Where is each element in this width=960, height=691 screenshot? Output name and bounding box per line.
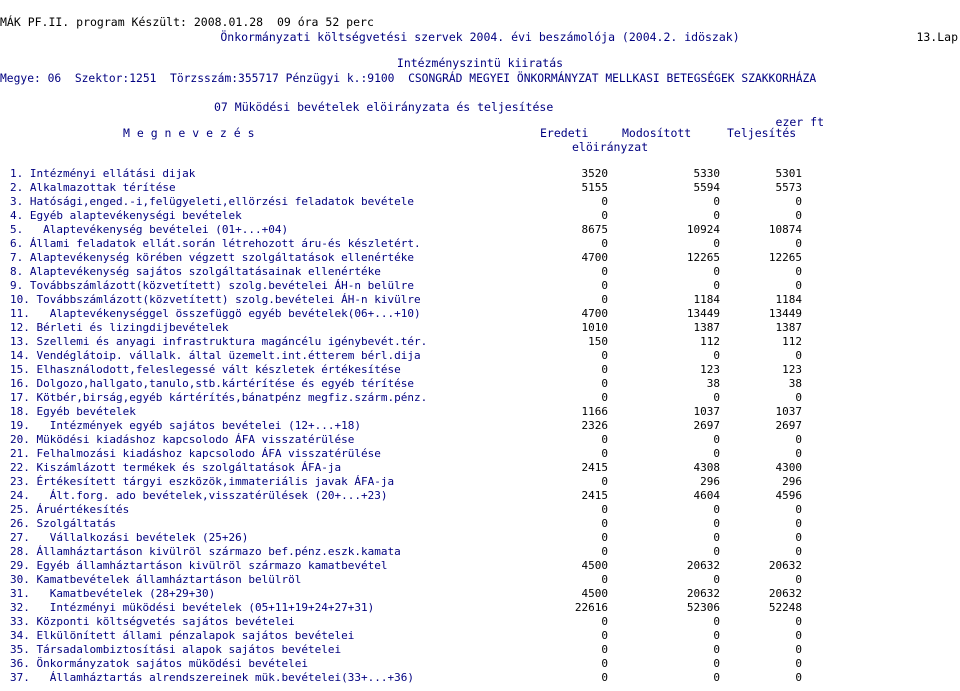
teljesites-value: 0 xyxy=(795,657,802,670)
eredeti-value: 0 xyxy=(601,363,608,376)
modositott-value: 0 xyxy=(713,643,720,656)
modositott-value: 0 xyxy=(713,657,720,670)
eredeti-value: 1166 xyxy=(581,405,608,418)
table-row xyxy=(0,363,960,377)
row-label: 13. Szellemi és anyagi infrastruktura magáncélu igénybevét.tér. xyxy=(10,335,428,348)
report-subtitle: Önkormányzati költségvetési szervek 2004. évi beszámolója (2004.2. idöszak) xyxy=(220,30,740,44)
row-label: 22. Kiszámlázott termékek és szolgáltatások ÁFA-ja xyxy=(10,461,342,474)
teljesites-value: 0 xyxy=(795,349,802,362)
teljesites-value: 1387 xyxy=(775,321,802,334)
row-label: 37. Államháztartás alrendszereinek mük.bevételei(33+...+36) xyxy=(10,671,414,684)
teljesites-value: 0 xyxy=(795,279,802,292)
table-row xyxy=(0,251,960,265)
row-label: 26. Szolgáltatás xyxy=(10,517,116,530)
row-label: 14. Vendéglátoip. vállalk. által üzemelt.int.étterem bérl.dija xyxy=(10,349,421,362)
teljesites-value: 0 xyxy=(795,391,802,404)
col-eredeti: Eredeti xyxy=(540,126,589,140)
row-label: 32. Intézményi müködési bevételek (05+11+19+24+27+31) xyxy=(10,601,375,614)
table-row xyxy=(0,405,960,419)
modositott-value: 20632 xyxy=(686,587,720,600)
table-row xyxy=(0,195,960,209)
row-label: 18. Egyéb bevételek xyxy=(10,405,136,418)
teljesites-value: 296 xyxy=(782,475,802,488)
page-number: 13.Lap xyxy=(916,30,958,44)
teljesites-value: 0 xyxy=(795,447,802,460)
modositott-value: 2697 xyxy=(693,419,720,432)
table-row xyxy=(0,349,960,363)
row-label: 17. Kötbér,birság,egyéb kártérítés,bánatpénz megfiz.szárm.pénz. xyxy=(10,391,428,404)
modositott-value: 0 xyxy=(713,531,720,544)
modositott-value: 4308 xyxy=(693,461,720,474)
table-row xyxy=(0,293,960,307)
row-label: 29. Egyéb államháztartáson kivülröl származo kamatbevétel xyxy=(10,559,388,572)
table-row xyxy=(0,545,960,559)
teljesites-value: 0 xyxy=(795,503,802,516)
modositott-value: 10924 xyxy=(686,223,720,236)
eredeti-value: 2415 xyxy=(581,489,608,502)
teljesites-value: 38 xyxy=(788,377,802,390)
table-row xyxy=(0,587,960,601)
eredeti-value: 0 xyxy=(601,475,608,488)
modositott-value: 296 xyxy=(700,475,720,488)
eredeti-value: 0 xyxy=(601,391,608,404)
eredeti-value: 0 xyxy=(601,517,608,530)
table-row xyxy=(0,419,960,433)
modositott-value: 123 xyxy=(700,363,720,376)
eredeti-value: 0 xyxy=(601,209,608,222)
table-row xyxy=(0,531,960,545)
eredeti-value: 4500 xyxy=(581,587,608,600)
modositott-value: 0 xyxy=(713,517,720,530)
teljesites-value: 0 xyxy=(795,573,802,586)
eredeti-value: 2415 xyxy=(581,461,608,474)
row-label: 5. Alaptevékenység bevételei (01+...+04) xyxy=(10,223,289,236)
teljesites-value: 0 xyxy=(795,629,802,642)
eredeti-value: 0 xyxy=(601,657,608,670)
table-row xyxy=(0,671,960,685)
eredeti-value: 4700 xyxy=(581,307,608,320)
table-row xyxy=(0,181,960,195)
row-label: 6. Állami feladatok ellát.során létrehozott áru-és készletért. xyxy=(10,237,421,250)
teljesites-value: 0 xyxy=(795,433,802,446)
modositott-value: 0 xyxy=(713,615,720,628)
row-label: 23. Értékesített tárgyi eszközök,immateriális javak ÁFA-ja xyxy=(10,475,395,488)
table-row xyxy=(0,559,960,573)
row-label: 10. Továbbszámlázott(közvetített) szolg.bevételei ÁH-n kivülre xyxy=(10,293,421,306)
eredeti-value: 0 xyxy=(601,573,608,586)
eredeti-value: 5155 xyxy=(581,181,608,194)
table-row xyxy=(0,643,960,657)
teljesites-value: 0 xyxy=(795,209,802,222)
modositott-value: 12265 xyxy=(686,251,720,264)
table-row xyxy=(0,307,960,321)
teljesites-value: 0 xyxy=(795,195,802,208)
modositott-value: 1037 xyxy=(693,405,720,418)
teljesites-value: 0 xyxy=(795,615,802,628)
modositott-value: 0 xyxy=(713,447,720,460)
modositott-value: 0 xyxy=(713,671,720,684)
table-row xyxy=(0,237,960,251)
teljesites-value: 112 xyxy=(782,335,802,348)
table-row xyxy=(0,447,960,461)
eredeti-value: 0 xyxy=(601,671,608,684)
modositott-value: 0 xyxy=(713,503,720,516)
teljesites-value: 0 xyxy=(795,265,802,278)
eredeti-value: 22616 xyxy=(574,601,608,614)
table-row xyxy=(0,167,960,181)
table-row xyxy=(0,517,960,531)
modositott-value: 0 xyxy=(713,629,720,642)
row-label: 20. Müködési kiadáshoz kapcsolodo ÁFA visszatérülése xyxy=(10,433,355,446)
teljesites-value: 0 xyxy=(795,531,802,544)
teljesites-value: 20632 xyxy=(768,587,802,600)
col-modositott: Modosított xyxy=(622,126,692,140)
eredeti-value: 0 xyxy=(601,377,608,390)
program-info: MÁK PF.II. program Készült: 2008.01.28 09 óra 52 perc xyxy=(0,15,374,29)
col-eloiranyzat: elöirányzat xyxy=(572,140,649,154)
teljesites-value: 12265 xyxy=(768,251,802,264)
teljesites-value: 123 xyxy=(782,363,802,376)
table-row xyxy=(0,573,960,587)
teljesites-value: 2697 xyxy=(775,419,802,432)
teljesites-value: 0 xyxy=(795,671,802,684)
modositott-value: 5594 xyxy=(693,181,720,194)
modositott-value: 0 xyxy=(713,545,720,558)
modositott-value: 20632 xyxy=(686,559,720,572)
modositott-value: 13449 xyxy=(686,307,720,320)
eredeti-value: 0 xyxy=(601,531,608,544)
row-label: 21. Felhalmozási kiadáshoz kapcsolodo ÁFA visszatérülése xyxy=(10,447,381,460)
teljesites-value: 0 xyxy=(795,643,802,656)
table-row xyxy=(0,377,960,391)
row-label: 15. Elhasználodott,feleslegessé vált készletek értékesítése xyxy=(10,363,401,376)
table-row xyxy=(0,335,960,349)
table-row xyxy=(0,615,960,629)
eredeti-value: 4700 xyxy=(581,251,608,264)
teljesites-value: 1184 xyxy=(775,293,802,306)
eredeti-value: 4500 xyxy=(581,559,608,572)
modositott-value: 0 xyxy=(713,433,720,446)
row-label: 25. Áruértékesítés xyxy=(10,503,130,516)
eredeti-value: 0 xyxy=(601,265,608,278)
modositott-value: 4604 xyxy=(693,489,720,502)
table-row xyxy=(0,321,960,335)
teljesites-value: 5573 xyxy=(775,181,802,194)
modositott-value: 0 xyxy=(713,195,720,208)
teljesites-value: 1037 xyxy=(775,405,802,418)
teljesites-value: 5301 xyxy=(775,167,802,180)
row-label: 24. Ált.forg. ado bevételek,visszatérülések (20+...+23) xyxy=(10,489,388,502)
modositott-value: 0 xyxy=(713,349,720,362)
modositott-value: 1387 xyxy=(693,321,720,334)
teljesites-value: 4596 xyxy=(775,489,802,502)
teljesites-value: 52248 xyxy=(768,601,802,614)
row-label: 30. Kamatbevételek államháztartáson belülröl xyxy=(10,573,302,586)
row-label: 31. Kamatbevételek (28+29+30) xyxy=(10,587,216,600)
eredeti-value: 0 xyxy=(601,615,608,628)
table-row xyxy=(0,433,960,447)
eredeti-value: 0 xyxy=(601,447,608,460)
row-label: 36. Önkormányzatok sajátos müködési bevételei xyxy=(10,657,309,670)
row-label: 28. Államháztartáson kivülröl származo bef.pénz.eszk.kamata xyxy=(10,545,401,558)
table-row xyxy=(0,279,960,293)
modositott-value: 5330 xyxy=(693,167,720,180)
teljesites-value: 20632 xyxy=(768,559,802,572)
table-row xyxy=(0,503,960,517)
eredeti-value: 150 xyxy=(588,335,608,348)
modositott-value: 0 xyxy=(713,265,720,278)
row-label: 12. Bérleti és lizingdijbevételek xyxy=(10,321,229,334)
eredeti-value: 0 xyxy=(601,279,608,292)
modositott-value: 0 xyxy=(713,279,720,292)
eredeti-value: 0 xyxy=(601,629,608,642)
modositott-value: 112 xyxy=(700,335,720,348)
modositott-value: 38 xyxy=(706,377,720,390)
eredeti-value: 0 xyxy=(601,237,608,250)
modositott-value: 0 xyxy=(713,391,720,404)
modositott-value: 52306 xyxy=(686,601,720,614)
eredeti-value: 8675 xyxy=(581,223,608,236)
row-label: 2. Alkalmazottak térítése xyxy=(10,181,176,194)
modositott-value: 1184 xyxy=(693,293,720,306)
kiiratas-label: Intézményszintü kiiratás xyxy=(396,56,564,70)
row-label: 33. Központi költségvetés sajátos bevételei xyxy=(10,615,295,628)
teljesites-value: 0 xyxy=(795,517,802,530)
eredeti-value: 0 xyxy=(601,433,608,446)
eredeti-value: 0 xyxy=(601,293,608,306)
eredeti-value: 0 xyxy=(601,503,608,516)
teljesites-value: 0 xyxy=(795,545,802,558)
table-row xyxy=(0,265,960,279)
eredeti-value: 2326 xyxy=(581,419,608,432)
row-label: 8. Alaptevékenység sajátos szolgáltatásainak ellenértéke xyxy=(10,265,381,278)
eredeti-value: 0 xyxy=(601,195,608,208)
eredeti-value: 0 xyxy=(601,349,608,362)
eredeti-value: 0 xyxy=(601,545,608,558)
teljesites-value: 4300 xyxy=(775,461,802,474)
row-label: 34. Elkülönített állami pénzalapok sajátos bevételei xyxy=(10,629,355,642)
row-label: 27. Vállalkozási bevételek (25+26) xyxy=(10,531,249,544)
row-label: 7. Alaptevékenység körében végzett szolgáltatások ellenértéke xyxy=(10,251,414,264)
table-row xyxy=(0,489,960,503)
table-row xyxy=(0,657,960,671)
unit-label: ezer ft xyxy=(775,115,824,129)
row-label: 11. Alaptevékenységgel összefüggö egyéb bevételek(06+...+10) xyxy=(10,307,421,320)
eredeti-value: 1010 xyxy=(581,321,608,334)
teljesites-value: 13449 xyxy=(768,307,802,320)
teljesites-value: 10874 xyxy=(768,223,802,236)
teljesites-value: 0 xyxy=(795,237,802,250)
table-title: 07 Müködési bevételek elöirányzata és teljesítése xyxy=(214,100,554,114)
table-row xyxy=(0,475,960,489)
row-label: 4. Egyéb alaptevékenységi bevételek xyxy=(10,209,242,222)
institution-info: Megye: 06 Szektor:1251 Törzsszám:355717 Pénzügyi k.:9100 CSONGRÁD MEGYEI ÖNKORMÁNYZAT MELLKASI BETEGSÉGEK SZAKKORHÁZA xyxy=(0,72,817,85)
table-row xyxy=(0,223,960,237)
row-label: 19. Intézmények egyéb sajátos bevételei (12+...+18) xyxy=(10,419,361,432)
table-row xyxy=(0,629,960,643)
col-teljesites: Teljesítés xyxy=(727,126,797,140)
table-row xyxy=(0,461,960,475)
table-row xyxy=(0,391,960,405)
modositott-value: 0 xyxy=(713,209,720,222)
table-row xyxy=(0,601,960,615)
row-label: 16. Dolgozo,hallgato,tanulo,stb.kártérítése és egyéb térítése xyxy=(10,377,414,390)
eredeti-value: 0 xyxy=(601,643,608,656)
modositott-value: 0 xyxy=(713,237,720,250)
col-megnevezes: M e g n e v e z é s xyxy=(123,126,255,140)
table-row xyxy=(0,209,960,223)
row-label: 9. Továbbszámlázott(közvetített) szolg.bevételei ÁH-n belülre xyxy=(10,279,414,292)
row-label: 3. Hatósági,enged.-i,felügyeleti,ellörzési feladatok bevétele xyxy=(10,195,414,208)
modositott-value: 0 xyxy=(713,573,720,586)
row-label: 1. Intézményi ellátási dijak xyxy=(10,167,196,180)
row-label: 35. Társadalombiztosítási alapok sajátos bevételei xyxy=(10,643,342,656)
eredeti-value: 3520 xyxy=(581,167,608,180)
